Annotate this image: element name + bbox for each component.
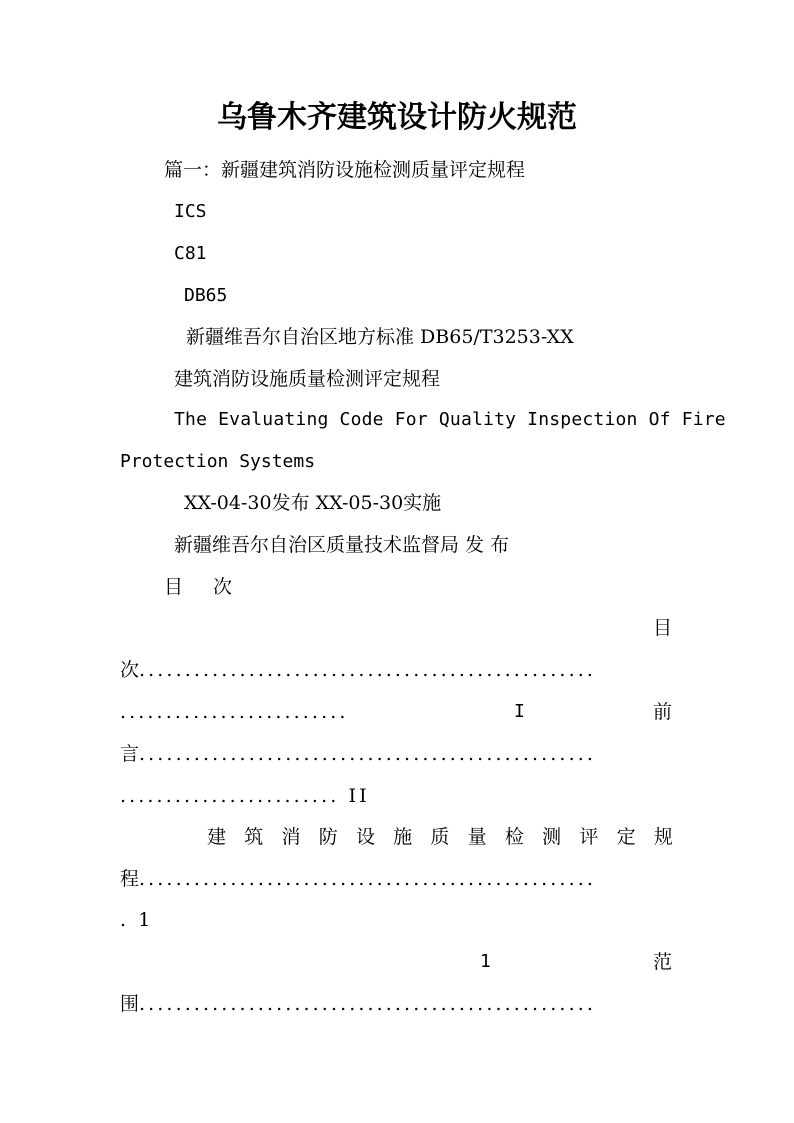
toc-entry-3-char: 规	[653, 826, 673, 848]
section-heading: 篇一：新疆建筑消防设施检测质量评定规程	[164, 159, 526, 181]
toc-entry-3-dots-2: . 1	[120, 909, 154, 931]
standard-line: 新疆维吾尔自治区地方标准 DB65/T3253-XX	[186, 326, 574, 348]
toc-entry-3-start-char: 程	[120, 868, 140, 890]
toc-entry-4-start-char: 围	[120, 993, 140, 1015]
toc-entry-2-end-char: 前	[653, 701, 673, 723]
toc-entry-2-dots-2: ........................ II	[120, 785, 370, 807]
toc-entry-3-char: 定	[616, 826, 636, 848]
toc-entry-3-char: 量	[467, 826, 487, 848]
toc-entry-1-dots: ..................................................	[139, 659, 596, 681]
code-c81: C81	[174, 243, 207, 264]
code-db65: DB65	[184, 285, 228, 306]
toc-entry-3-char: 筑	[244, 826, 264, 848]
toc-entry-1-page: I	[514, 701, 525, 722]
issue-dates: XX-04-30发布 XX-05-30实施	[184, 492, 442, 514]
toc-entry-1-end-char: 目	[653, 617, 673, 639]
toc-entry-1-line-2	[120, 699, 682, 725]
toc-entry-3-title	[207, 824, 673, 850]
code-ics: ICS	[174, 201, 207, 222]
toc-entry-3-char: 设	[355, 826, 375, 848]
toc-entry-2-dots: ..................................................	[139, 743, 596, 765]
toc-entry-3-char: 质	[430, 826, 450, 848]
toc-entry-4-line	[120, 991, 682, 1017]
toc-entry-3-line-2	[120, 907, 682, 933]
english-title-line-1: The Evaluating Code For Quality Inspection Of Fire	[174, 409, 726, 430]
toc-entry-3-line	[120, 866, 682, 892]
toc-entry-3-char: 消	[281, 826, 301, 848]
toc-entry-1-start-char: 次	[120, 659, 140, 681]
toc-entry-2-start-char: 言	[120, 743, 140, 765]
toc-entry-2-line-2	[120, 783, 682, 809]
toc-entry-4-dots: ..................................................	[139, 993, 596, 1015]
toc-entry-3-char: 防	[318, 826, 338, 848]
toc-entry-3-char: 检	[504, 826, 524, 848]
toc-entry-3-char: 建	[207, 826, 227, 848]
standard-name: 建筑消防设施质量检测评定规程	[174, 368, 441, 390]
toc-entry-3-char: 评	[579, 826, 599, 848]
issuer: 新疆维吾尔自治区质量技术监督局 发 布	[174, 534, 510, 556]
toc-entry-1-dots-2: .........................	[120, 701, 349, 723]
document-title: 乌鲁木齐建筑设计防火规范	[217, 100, 577, 135]
toc-entry-1-line	[120, 657, 682, 683]
toc-entry-4-end-char: 范	[653, 951, 673, 973]
toc-heading: 目 次	[164, 576, 245, 598]
toc-entry-3-char: 施	[393, 826, 413, 848]
toc-entry-3-char: 测	[542, 826, 562, 848]
english-title-line-2: Protection Systems	[120, 451, 316, 472]
toc-entry-2-line	[120, 741, 682, 767]
toc-entry-4-number: 1	[480, 951, 491, 972]
toc-entry-3-dots: ..................................................	[139, 868, 596, 890]
